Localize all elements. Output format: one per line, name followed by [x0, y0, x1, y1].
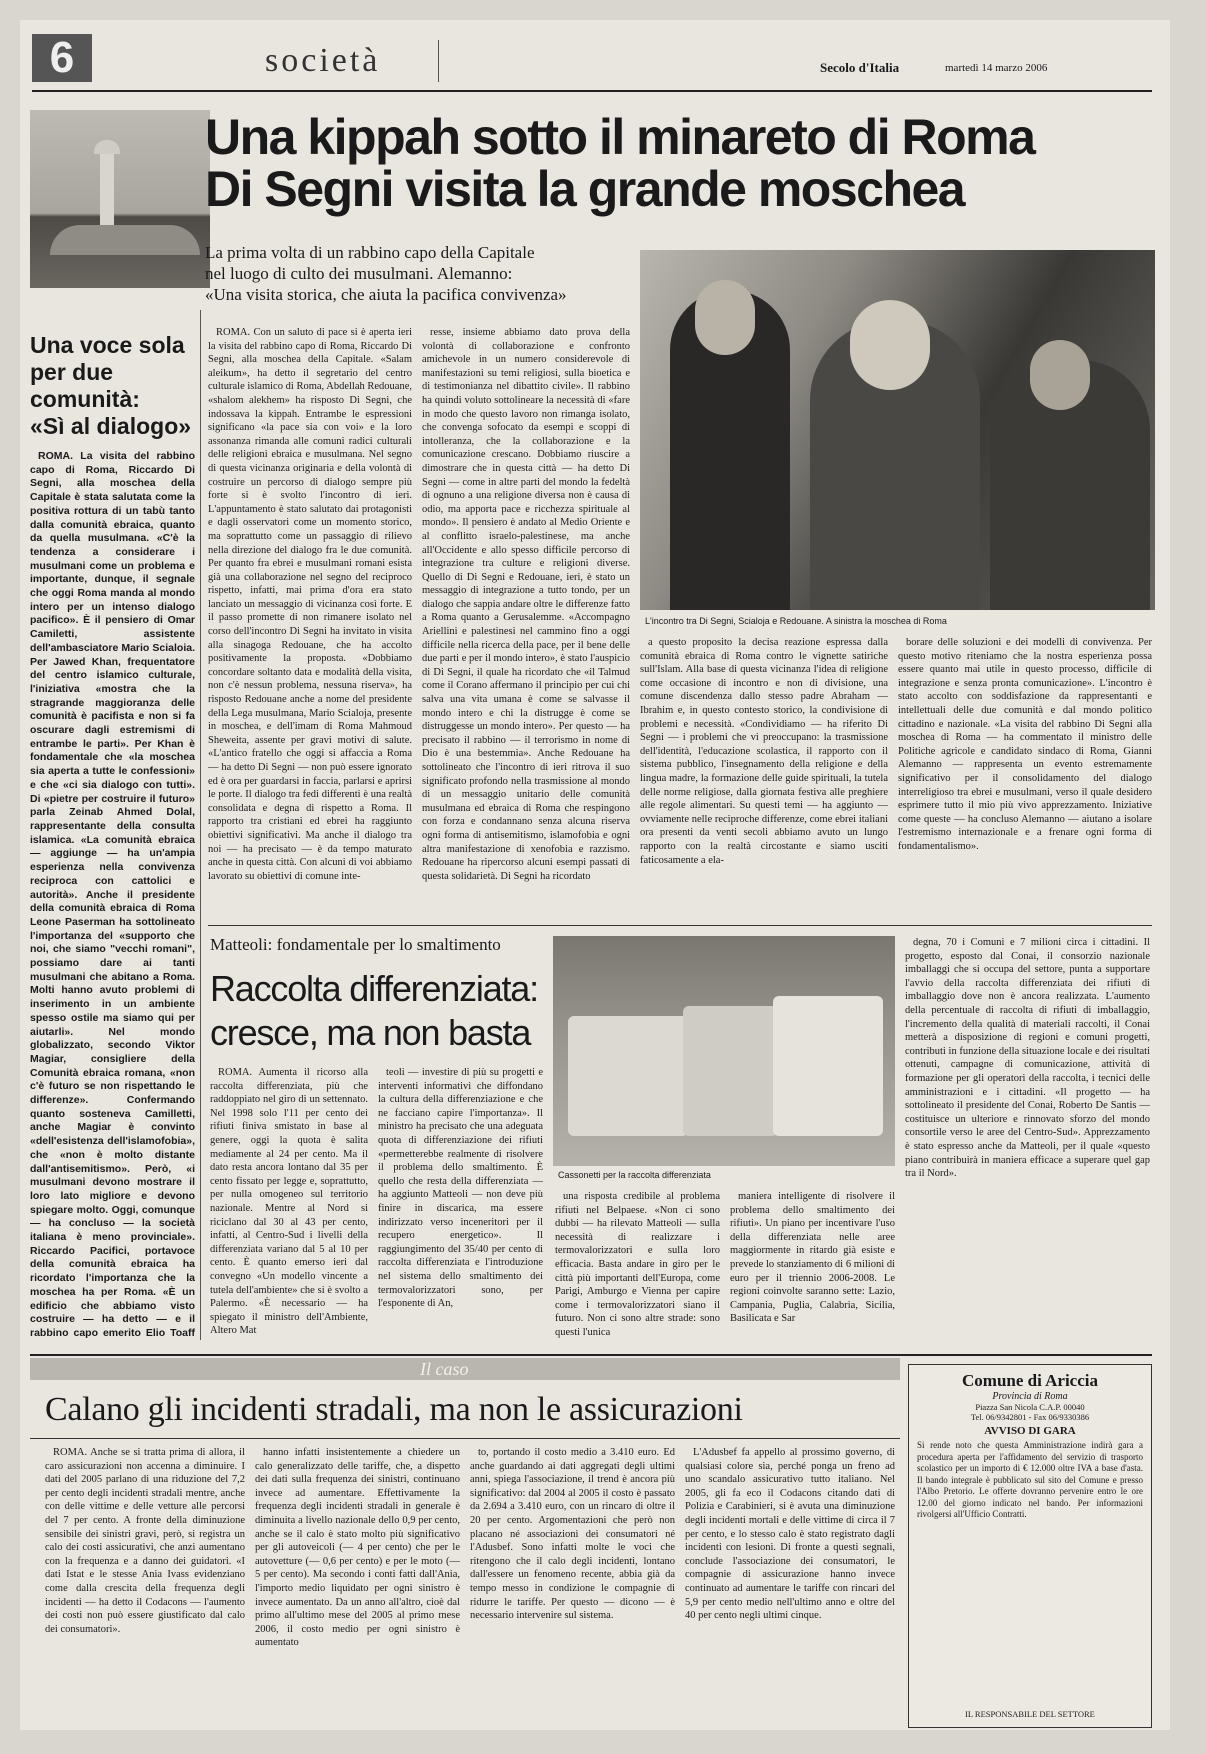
ad-body: Si rende noto che questa Amministrazione indirà gara a procedura aperta per l'affidamento del servizio di trasporto scolastico per un importo di € 12.000 oltre IVA a base d'asta. Il bando integrale è pubblicato sul sito del Comune e presso l'Albo Pretorio. Le offerte dovranno pervenire entro le ore 12.00 del giorno indicato nel bando. Per informazioni rivolgersi all'Ufficio Contratti.: [917, 1440, 1143, 1519]
recycling-kicker: Matteoli: fondamentale per lo smaltimento: [210, 935, 501, 954]
recycling-col-5: degna, 70 i Comuni e 7 milioni circa i cittadini. Il progetto, esposto dal Conai, il consorzio nazionale imballaggi che si occupa del settore, punta a supportare l'avvio della raccolta differenziata dei rifiuti di imballaggio dove non è ancora realizzata. L'aumento della percentuale di raccolta di rifiuti di imballaggio, l'incremento della qualità di materiali raccolti, il Conai metterà a disposizione di regioni e comuni progetti, contributi in funzione della situazione locale e dei risultati ottenuti, campagne di comunicazione, attività di formazione per gli operatori della raccolta, i tecnici delle amministrazioni e i cittadini. «Il progetto — ha sottolineato il presidente del Conai, Roberto De Santis — costituisce un ulteriore e rinnovato sforzo del mondo consortile verso le aree del Centro-Sud». Apprezzamento è stato espresso anche da Matteoli, per il quale «questo piano contribuirà in maniera efficace a superare quel gap tra il Nord».: [905, 937, 1150, 1180]
recycling-col-4: maniera intelligente di risolvere il problema dello smaltimento dei rifiuti». Un piano per incentivare l'uso della differenziata nelle aree maggiormente in ritardo già esiste e prevede lo stanziamento di 6 milioni di euro per il triennio 2006-2008. Le regioni coinvolte saranno sette: Lazio, Campania, Puglia, Calabria, Sicilia, Basilicata e Sar: [730, 1191, 895, 1325]
recycling-col-3: una risposta credibile al problema rifiuti nel Belpaese. «Non ci sono dubbi — ha rilevato Matteoli — sulla necessità di realizzare i termovalorizzatori e sulla loro efficacia. Basta andare in giro per le città più importanti dell'Europa, come Parigi, Amburgo e Vienna per capire come i termovalorizzatori siano il futuro. Non ci sono altre strade: sono questi l'unica: [555, 1191, 720, 1338]
ad-subtitle: Provincia di Roma: [992, 1391, 1068, 1402]
il-caso-kicker: Il caso: [420, 1359, 469, 1379]
il-caso-col-1: ROMA. Anche se si tratta prima di allora, il caro assicurazioni non accenna a diminuire. I dati del 2005 parlano di una riduzione del 7,2 per cento degli incidenti stradali mentre, anche con delle vittime e delle vetture alle percorsi del 7 per cento. A fronte della diminuzione sensibile dei sinistri gravi, però, si registra un calo dei costi assicurativi, che anzi aumentano con la frequenza e a danno dei guidatori. «I dati Istat e le stesse Ania Ivass evidenziano come dalla crescita della frequenza degli incidenti — ha detto il Codacons — l'aumento dei costi non può essere giustificato dal calo dei consumatori».: [45, 1447, 245, 1635]
meeting-photo-caption: L'incontro tra Di Segni, Scialoja e Redouane. A sinistra la moschea di Roma: [645, 616, 947, 626]
main-story-col-3: a questo proposito la decisa reazione espressa dalla comunità ebraica di Roma contro le vignette satiriche sull'Islam. Alla base di questa vicinanza l'idea di religione come occasione di incontro e non di divisione, una comune discendenza dallo stesso padre Abraham — Ibrahim e, in questo contesto storico, la condivisione di problemi e necessità. «Condividiamo — ha riferito Di Segni — i problemi che vi preoccupano: la trasmissione dell'identità, l'educazione scolastica, il rapporto con il sistema pubblico, l'insegnamento della religione e della lingua madre, la formazione delle guide spirituali, la tutela delle norme religiose, dalla giornata festiva alle preghiere alle regole alimentari. Su questi temi — ha aggiunto — ovviamente nelle reciproche differenze, come ebrei italiani ora presenti da venti secoli abbiamo avuto un lungo rapporto con la realtà circostante e siamo usciti faticosamente a ela-: [640, 637, 888, 866]
side-headline-line-4: «Sì al dialogo»: [30, 413, 192, 439]
ad-signature: IL RESPONSABILE DEL SETTORE: [965, 1709, 1095, 1719]
recycling-col-2: teoli — investire di più su progetti e interventi informativi che diffondano la cultura della differenziazione e che ne facciano capire l'importanza». Il ministro ha precisato che una adeguata quota di differenziazione dei rifiuti «permetterebbe realmente di risolvere il problema dello smaltimento. È quello che resta della differenziata — ha aggiunto Matteoli — non deve più finire in discarica, ma essere indirizzato verso inceneritori per il recupero energetico». Il raggiungimento del 35/40 per cento di raccolta differenziata e l'introduzione nel sistema dello smaltimento dei termovalorizzatori sono, per l'esponente di An,: [378, 1067, 543, 1310]
newspaper-page: [20, 20, 1170, 1730]
il-caso-col-3: to, portando il costo medio a 3.410 euro. Ed anche guardando ai dati aggregati degli ultimi anni, spiega l'associazione, il trend è ancora più significativo: dal 2004 al 2005 il costo è passato da 2.694 a 3.410 euro, con un rincaro di oltre il 20 per cento. Argomentazioni che però non placano né associazioni dei consumatori né l'Adusbef. Sono infatti molte le voci che ritengono che il calo degli incidenti, lontano dall'essere un fenomeno recente, abbia già da tempo messo in condizione le compagnie di ridurre le tariffe. Per questo — dicono — è necessario intervenire sul sistema.: [470, 1447, 675, 1622]
mosque-photo: [30, 110, 210, 288]
main-story-col-1: ROMA. Con un saluto di pace si è aperta ieri la visita del rabbino capo di Roma, Riccardo Di Segni, alla moschea della Capitale. «Salam aleikum», ha detto il segretario del centro culturale islamico di Roma, Abdellah Redouane, «shalom alekhem» ha risposto Di Segni, che indossava la kippah. Entrambe le espressioni significano «la pace sia con voi» e la loro assonanza rimanda alle comuni radici culturali delle religioni ebraica e musulmana. Nel segno di questa vicinanza originaria e della volontà di costruire un percorso di dialogo sempre più forte si è svolto l'incontro di ieri. L'appuntamento è stato salutato dai protagonisti e dagli osservatori come un momento storico, ma soprattutto come un passaggio di rilievo nella direzione del dialogo fra le due comunità. Per quanto fra ebrei e musulmani romani esista già una collaborazione nel segno del reciproco rispetto, infatti, mai prima d'ora era stato lanciato un messaggio di vicinanza così forte. E il passo promette di non rimanere isolato nel corso dell'incontro Di Segni ha invitato in visita alla sinagoga Redouane, che ha accolto positivamente la proposta. «Dobbiamo concordare soltanto data e modalità della visita, non c'è nessun problema, nessuna riserva», ha risposto Redouane anche a nome del presidente della Lega musulmana, Mario Scialoja, presente in moschea, e dell'imam di Roma Mahmoud Sheweita, assente per gravi motivi di salute. «L'antico fratello che oggi si affaccia a Roma — ha detto Di Segni — non può essere ignorato ed è ora per guardarsi in faccia, parlarsi e aprirsi le porte. Il dialogo tra fedi differenti è una realtà consolidata e degna di rispetto a Roma. Il rapporto tra cristiani ed ebrei ha raggiunto obiettivi significativi. Ma anche il dialogo tra noi — ha precisato — è da tempo maturato anche in questa città. Con alcuni di voi abbiamo lavorato su obiettivi di comune inte-: [208, 327, 412, 882]
meeting-photo: [640, 250, 1155, 610]
main-story-col-2: resse, insieme abbiamo dato prova della volontà di collaborazione e confronto amichevole in un numero considerevole di manifestazioni su temi religiosi, sulla bioetica e di testimonianza nel dibattito civile». Il rabbino ha quindi voluto sottolineare la necessità di «fare in modo che questo lavoro non rimanga isolato, che convenga sofocato da esempi e scoppi di intolleranza, che la collaborazione e la comunicazione crescano. Dobbiamo riuscire a dimostrare che in questa città — ha detto Di Segni — come in altre parti del mondo la fedeltà di ognuno a una religione diversa non è causa di odio, ma apporta pace e ricchezza spirituale al mondo». Il pensiero è andato al Medio Oriente e al conflitto israelo-palestinese, ma anche all'Occidente e allo spesso difficile percorso di integrazione tra culture e religioni diverse. Quello di Di Segni e Redouane, ieri, è stato un messaggio di integrazione a tutto tondo, per un dialogo che sappia andare oltre le differenze fatto a Roma quanto a Gerusalemme. «Accompagno Ariellini e palestinesi nel cammino fino a oggi difficile nella ricerca della pace, per il bene delle due parti e per il mondo intero», è stato l'auspicio di Di Segni, il quale ha ricordato che «il Talmud come il Corano affermano il principio per cui chi salva una vita umana è come se salvasse il mondo intero e chi la distrugge è come se distruggesse un mondo intero». Per questo — ha precisato il rabbino — il terrorismo in nome di Dio è una bestemmia». Anche Redouane ha sottolineato che l'incontro di ieri ritrova il suo significato profondo nella trasmissione al mondo di un messaggio unitario delle comunità musulmana ed ebraica di Roma che respingono con forza e condannano senza alcuna riserva ogni forma di antisemitismo, islamofobia e ogni altra manifestazione di xenofobia e razzismo. Redouane ha ripercorso alcuni esempi passati di questa solidarietà. Di Segni ha ricordato: [422, 327, 630, 882]
page-number: 6: [32, 34, 92, 82]
side-headline-line-1: Una voce sola: [30, 332, 185, 358]
il-caso-col-2: hanno infatti insistentemente a chiedere un calo generalizzato delle tariffe, che, a dispetto dei dati sulla frequenza dei sinistri, continuano invece ad aumentare. Effettivamente la frequenza degli incidenti stradali in generale è diminuita a livello nazionale dello 0,9 per cento, anche se il calo è stato molto più significativo per gli autoveicoli (— 4 per cento) che per le autovetture (— 0,6 per cento) e per le moto (— 5 per cento). Ma secondo i conti fatti dall'Ania, l'importo medio liquidato per ogni sinistro è invece aumentato. Da un anno all'altro, cioè dal primo all'ultimo mese del 2005 al primo mese 2006, il costo medio per ogni sinistro è aumentato: [255, 1447, 460, 1649]
subhead-line-2: nel luogo di culto dei musulmani. Alemanno:: [205, 264, 513, 283]
paper-date: martedì 14 marzo 2006: [945, 62, 1048, 74]
il-caso-col-4: L'Adusbef fa appello al prossimo governo, di qualsiasi colore sia, perché ponga un freno ad uno scandalo assicurativo tutto italiano. Nel 2005, gli fa eco il Codacons citando dati di Polizia e Carabinieri, si è avuta una diminuzione degli incidenti mortali e delle vittime di circa il 7 per cento, e lo stesso calo è stato registrato dagli incidenti con lesioni. Di fronte a questi segnali, conclude l'associazione dei consumatori, le compagnie di assicurazione hanno invece continuato ad aumentare le tariffe con rincari del 5,9 per cento medio nell'ultimo anno e oltre del 40 per cento negli ultimi cinque.: [685, 1447, 895, 1622]
recycling-col-1: ROMA. Aumenta il ricorso alla raccolta differenziata, più che raddoppiato nel giro di un settennato. Nel 1998 solo l'11 per cento dei rifiuti finiva smistato in base al genere, oggi la quota è salita mediamente al 24 per cento. Ma il dato resta ancora lontano dal 35 per cento fissato per legge e, soprattutto, per nulla omogeneo sul territorio nazionale. Mentre al Nord si riciclano dal 30 al 43 per cento, infatti, al Centro-Sud i livelli della differenziata variano dal 5 al 10 per cento. È quanto emerso ieri dal convegno «Un modello vincente a tutela dell'ambiente» che si è svolto a Palermo. «È necessario — ha spiegato il ministro dell'Ambiente, Altero Mat: [210, 1067, 368, 1337]
recycling-headline-line-2: cresce, ma non basta: [210, 1012, 531, 1053]
ad-box: [908, 1364, 1152, 1728]
main-headline-line-2: Di Segni visita la grande moschea: [205, 161, 965, 217]
paper-name: Secolo d'Italia: [820, 60, 900, 75]
ad-title: Comune di Ariccia: [962, 1371, 1098, 1390]
subhead-line-3: «Una visita storica, che aiuta la pacifica convivenza»: [205, 285, 567, 304]
side-story-body: ROMA. La visita del rabbino capo di Roma, Riccardo Di Segni, alla moschea della Capitale è stata salutata come la positiva rottura di un tabù tanto dalla comunità ebraica, quanto da quella musulmana. «C'è la tendenza a considerare i musulmani come un problema e importante, dunque, il segnale che oggi Roma manda al mondo intero per un intenso dialogo pacifico». È il pensiero di Omar Camiletti, assistente dell'ambasciatore Mario Scialoia. Per Jawed Khan, frequentatore del centro islamico culturale, l'iniziativa «mostra che la stragrande maggioranza delle comunità è pacifista e non si fa oscurare dagli estremismi di entrambe le parti». Per Khan è fondamentale che «la moschea sia aperta a tutte le confessioni» e che «ci sia dialogo con tutti». Di «pietre per costruire il futuro» parla Zeinab Ahmed Dolal, rappresentante della consulta islamica. «La comunità ebraica — aggiunge — ha un'ampia esperienza nella convivenza reciproca con cattolici e autorità». Anche il presidente della comunità ebraica di Roma Leone Paserman ha sottolineato l'importanza del «supporto che noi, che siamo "vecchi romani", possiamo dare ai tanti musulmani che abitano a Roma. Molti hanno avuto problemi di inserimento in un ambiente spesso ostile ma siamo qui per aiutarli». Nel mondo globalizzato, secondo Viktor Magiar, consigliere della Comunità ebraica romana, «non c'è futuro se non rispettando le differenze». Confermando quanto sostenevа Camilletti, anche Magiar è convinto «dell'esistenza dell'islamofobia», che «non è molto distante dall'antisemitismo». Però, «i musulmani devono mostrare il loro lato migliore e devono spiegare molto. Oggi, comunque — ha concluso — la società italiana è meno provinciale». Riccardo Pacifici, portavoce della comunità ebraica ha ricordato l'importanza che la moschea ha per Roma. «È un edificio che abbiamo visto costruire — ha detto — e il rabbino capo emerito Elio Toaff: [30, 450, 195, 1339]
ad-address: Piazza San Nicola C.A.P. 00040: [975, 1402, 1085, 1412]
bins-photo: [553, 936, 895, 1166]
ad-notice: AVVISO DI GARA: [984, 1425, 1076, 1437]
section-title: società: [265, 42, 381, 79]
side-headline-line-3: comunità:: [30, 386, 140, 412]
ad-phone: Tel. 06/9342801 - Fax 06/9330386: [970, 1412, 1090, 1422]
subhead-line-1: La prima volta di un rabbino capo della Capitale: [205, 243, 535, 262]
side-headline-line-2: per due: [30, 359, 114, 385]
bins-photo-caption: Cassonetti per la raccolta differenziata: [558, 1170, 711, 1180]
main-story-col-4: borare delle soluzioni e dei modelli di convivenza. Per questo motivo riteniamo che la nostra esperienza possa essere quanto mai utile in questo processo, difficile di integrazione e senza pronta comunicazione». L'incontro è stato accolto con soddisfazione da rappresentanti e intellettuali delle due comunità e dal mondo politico cittadino e nazionale. «La visita del rabbino Di Segni alla moschea di Roma — ha commentato il ministro delle Politiche agricole e candidato sindaco di Roma, Gianni Alemanno — rappresenta un evento estremamente significativo per il consolidamento del dialogo interreligioso tra ebrei e musulmani, verso il quale desidero esprimere tutto il mio più vivo apprezzamento. Iniziative come queste — ha concluso Alemanno — aiutano a isolare l'estremismo internazionale e a frenare ogni forma di fondamentalismo».: [898, 637, 1152, 852]
main-headline-line-1: Una kippah sotto il minareto di Roma: [205, 109, 1035, 165]
il-caso-headline: Calano gli incidenti stradali, ma non le assicurazioni: [45, 1391, 743, 1428]
recycling-headline-line-1: Raccolta differenziata:: [210, 968, 538, 1009]
